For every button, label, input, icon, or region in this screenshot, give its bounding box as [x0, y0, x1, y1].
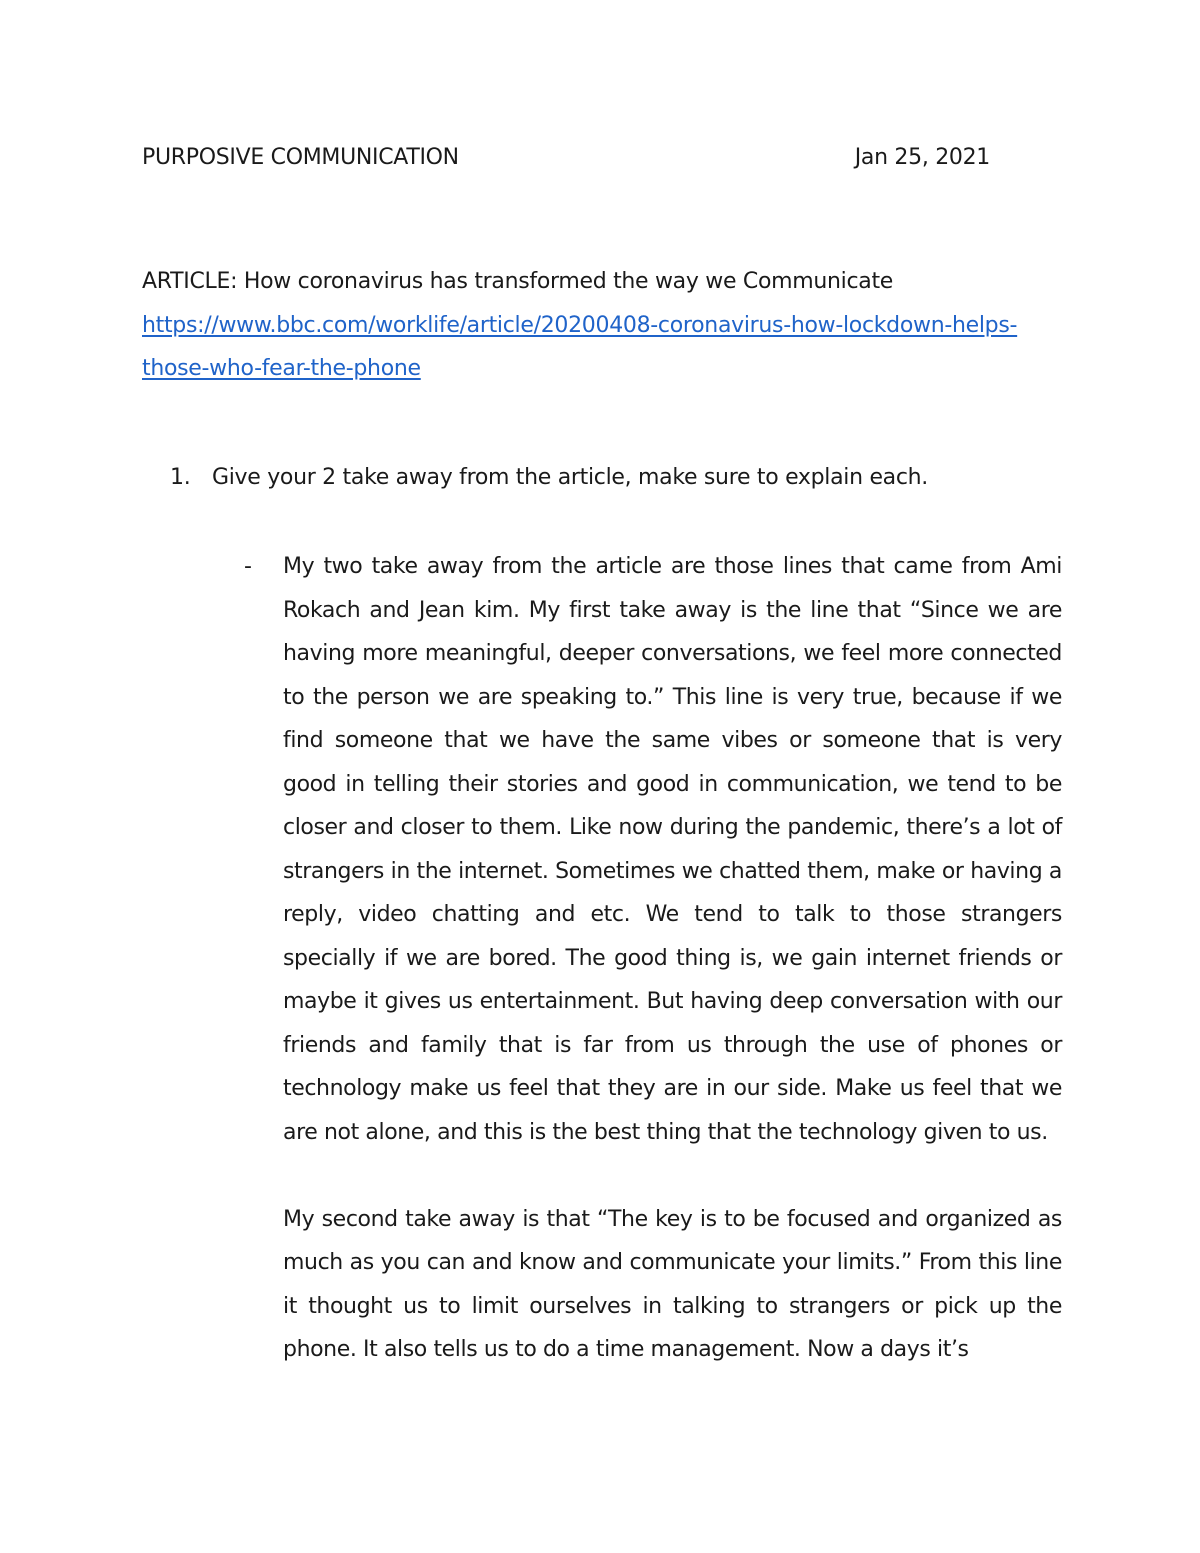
article-link[interactable]: https://www.bbc.com/worklife/article/20200408-coronavirus-how-lockdown-helps-those-who-fear-the-phone	[142, 312, 1018, 381]
article-title: ARTICLE: How coronavirus has transformed the way we Communicate	[142, 269, 894, 294]
answer-block	[244, 545, 1062, 1372]
document-date: Jan 25, 2021	[854, 145, 990, 170]
course-title: PURPOSIVE COMMUNICATION	[142, 145, 459, 170]
answer-paragraph-1: My two take away from the article are those lines that came from Ami Rokach and Jean kim. My first take away is the line that “Since we are having more meaningful, deeper conversations, we feel more connected to the person we are speaking to.” This line is very true, because if we find someone that we have the same vibes or someone that is very good in telling their stories and good in communication, we tend to be closer and closer to them. Like now during the pandemic, there’s a lot of strangers in the internet. Sometimes we chatted them, make or having a reply, video chatting and etc. We tend to talk to those strangers specially if we are bored. The good thing is, we gain internet friends or maybe it gives us entertainment. But having deep conversation with our friends and family that is far from us through the use of phones or technology make us feel that they are in our side. Make us feel that we are not alone, and this is the best thing that the technology given to us.	[283, 554, 1062, 1145]
question-number: 1.	[170, 465, 191, 490]
list-dash: -	[244, 554, 252, 579]
answer-paragraph-2: My second take away is that “The key is to be focused and organized as much as you can and know and communicate your limits.” From this line it thought us to limit ourselves in talking to strangers or pick up the phone. It also tells us to do a time management. Now a days it’s	[283, 1206, 1062, 1362]
question-text: Give your 2 take away from the article, make sure to explain each.	[212, 465, 928, 490]
article-reference	[142, 260, 1042, 391]
